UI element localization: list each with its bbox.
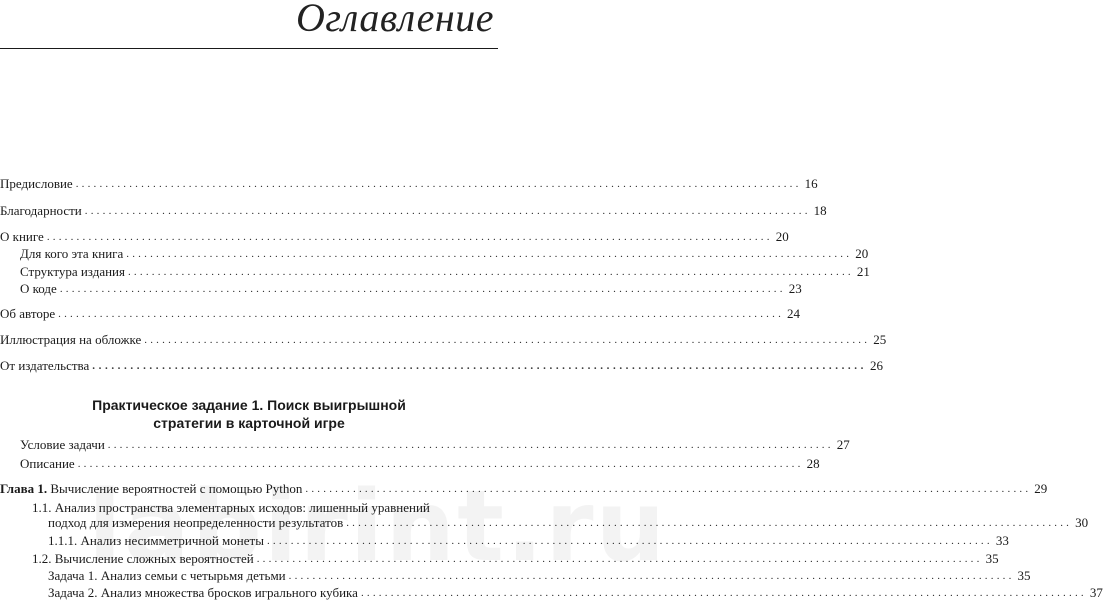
dot-leader: .......................................................................................................................... xyxy=(256,553,983,565)
toc-entry-structure[interactable]: Структура издания .......................................................................................................................... 21 xyxy=(20,264,870,279)
toc-entry-about-author[interactable]: Об авторе .......................................................................................................................... 24 xyxy=(0,306,801,321)
dot-leader: .......................................................................................................................... xyxy=(266,535,993,547)
toc-entry-cover[interactable]: Иллюстрация на обложке .......................................................................................................................... 25 xyxy=(0,332,887,347)
dot-leader: .......................................................................................................................... xyxy=(127,266,854,278)
dot-leader: .......................................................................................................................... xyxy=(360,587,1087,599)
dot-leader: .......................................................................................................................... xyxy=(288,570,1015,582)
page-title: Оглавление xyxy=(295,0,494,40)
dot-leader: .......................................................................................................................... xyxy=(84,205,811,217)
dot-leader: .......................................................................................................................... xyxy=(107,439,834,451)
toc-entry-publisher[interactable]: От издательства .......................................................................................................................... 26 xyxy=(0,358,883,373)
section-title-line1: Практическое задание 1. Поиск выигрышной xyxy=(92,397,406,413)
toc-entry-about-book[interactable]: О книге .......................................................................................................................... 20 xyxy=(0,229,789,244)
toc-entry-preface[interactable]: Предисловие .......................................................................................................................... 16 xyxy=(0,176,818,191)
dot-leader: .......................................................................................................................... xyxy=(346,517,1073,529)
toc-entry-chapter-1[interactable]: Глава 1. Вычисление вероятностей с помощью Python .......................................................................................................................... 29 xyxy=(0,481,1048,496)
dot-leader: .......................................................................................................................... xyxy=(75,178,802,190)
toc-entry-task-1[interactable]: Задача 1. Анализ семьи с четырьмя детьми .......................................................................................................................... 35 xyxy=(48,568,1031,583)
header-rule xyxy=(0,48,498,49)
section-title-line2: стратегии в карточной игре xyxy=(153,415,345,431)
toc-entry-1-1-1[interactable]: 1.1.1. Анализ несимметричной монеты .......................................................................................................................... 33 xyxy=(48,533,1009,548)
toc-entry-1-1[interactable]: подход для измерения неопределенности результатов .......................................................................................................................... 30 xyxy=(48,515,1089,530)
toc-entry-acknowledgments[interactable]: Благодарности .......................................................................................................................... 18 xyxy=(0,203,827,218)
dot-leader: .......................................................................................................................... xyxy=(59,283,786,295)
toc-entry-1-2[interactable]: 1.2. Вычисление сложных вероятностей .......................................................................................................................... 35 xyxy=(32,551,999,566)
dot-leader: .......................................................................................................................... xyxy=(144,334,871,346)
toc-entry-task-condition[interactable]: Условие задачи .......................................................................................................................... 27 xyxy=(20,437,850,452)
toc-entry-task-2[interactable]: Задача 2. Анализ множества бросков игрального кубика .......................................................................................................................... 37 xyxy=(48,585,1103,600)
dot-leader: .......................................................................................................................... xyxy=(92,360,867,372)
toc-entry-1-1-line1[interactable]: 1.1. Анализ пространства элементарных исходов: лишенный уравнений xyxy=(32,500,430,515)
chapter-title: Вычисление вероятностей с помощью Python xyxy=(50,481,303,496)
toc-entry-code[interactable]: О коде .......................................................................................................................... 23 xyxy=(20,281,802,296)
dot-leader: .......................................................................................................................... xyxy=(58,308,785,320)
chapter-label: Глава 1. xyxy=(0,481,48,496)
dot-leader: .......................................................................................................................... xyxy=(126,248,853,260)
dot-leader: .......................................................................................................................... xyxy=(305,483,1032,495)
toc-entry-description[interactable]: Описание .......................................................................................................................... 28 xyxy=(20,456,820,471)
dot-leader: .......................................................................................................................... xyxy=(77,458,804,470)
dot-leader: .......................................................................................................................... xyxy=(46,231,773,243)
toc-entry-audience[interactable]: Для кого эта книга .......................................................................................................................... 20 xyxy=(20,246,869,261)
